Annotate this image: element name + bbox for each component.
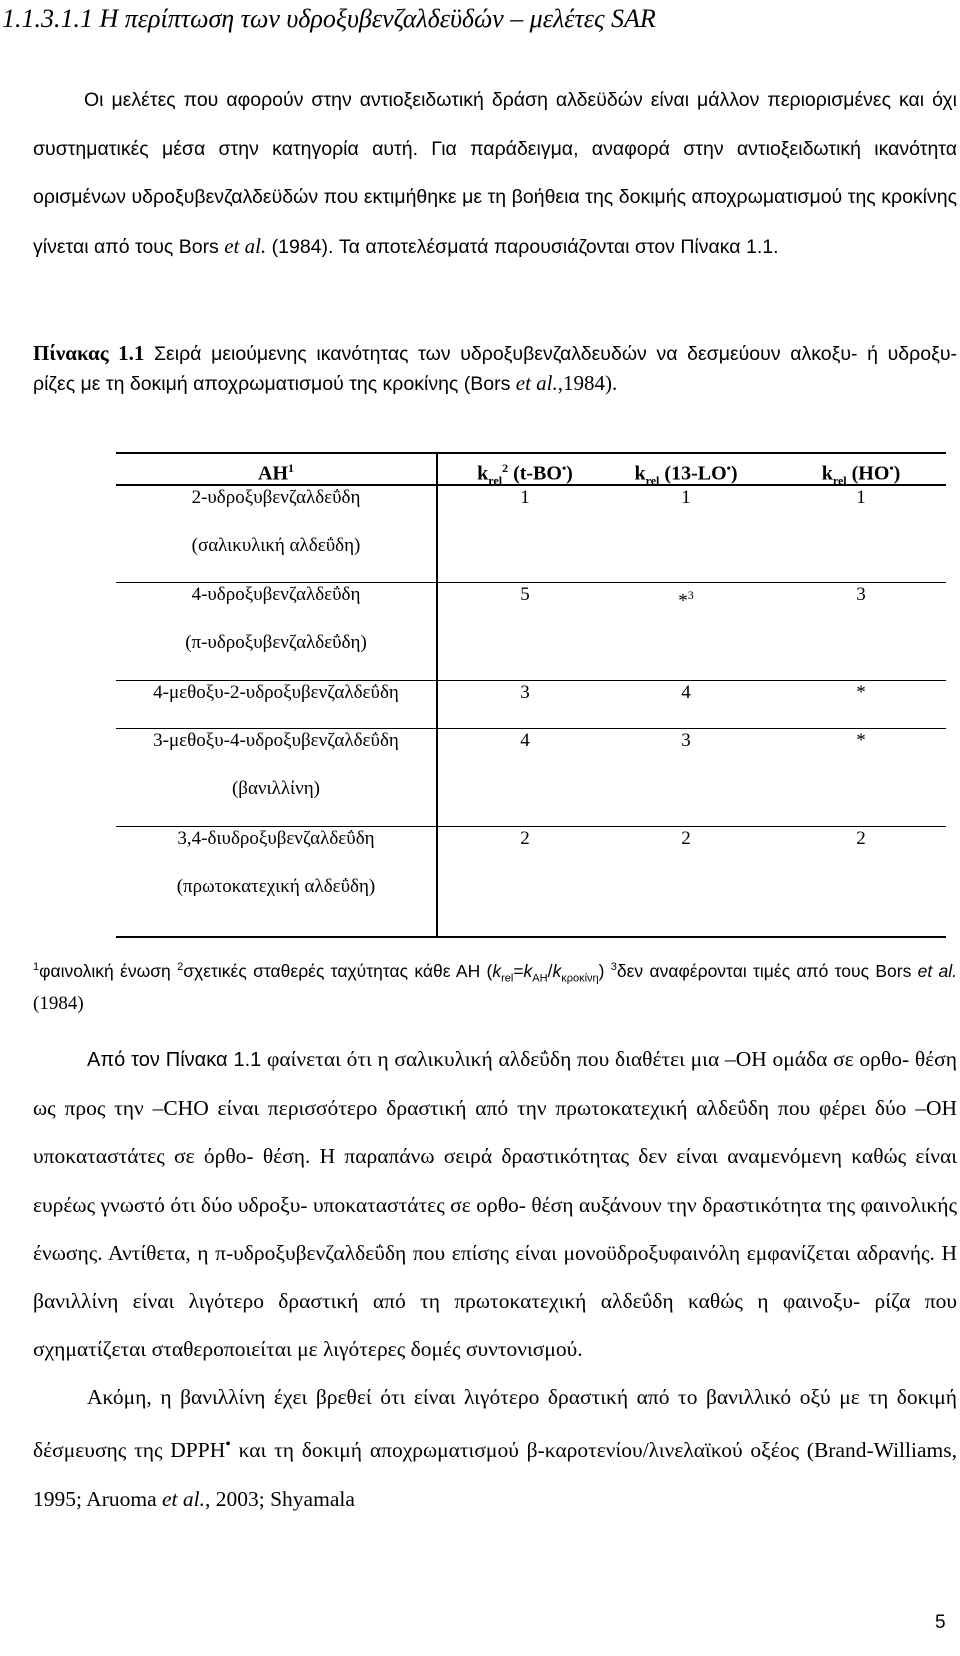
body-text-c: Ακόμη, η βανιλλίνη έχει βρεθεί ότι είναι λιγότερο δραστική από το βανιλλικό οξύ με τη δοκιμή δέσμευσης της DPPH bbox=[33, 1385, 957, 1463]
row4-v3: * bbox=[856, 730, 866, 751]
row4-alt: (βανιλλίνη) bbox=[231, 778, 321, 799]
row3-v2: 4 bbox=[681, 682, 691, 703]
footnote-text-1: φαινολική ένωση bbox=[39, 960, 178, 981]
row4-v2: 3 bbox=[681, 730, 691, 751]
caption-label: Πίνακας 1.1 bbox=[33, 341, 145, 365]
footnote-eq: = bbox=[513, 960, 524, 981]
body-text-d: και τη δοκιμή αποχρωματισμού β-καροτενίου/λινελαϊκού οξέος (Brand-Williams, 1995; Aruoma bbox=[33, 1438, 957, 1511]
row5-alt: (πρωτοκατεχική αλδεΰδη) bbox=[176, 876, 376, 897]
row2-v2-value: * bbox=[678, 590, 688, 612]
row1-v2: 1 bbox=[681, 487, 691, 508]
row3-v3: * bbox=[856, 682, 866, 703]
header-c1-dot: • bbox=[561, 461, 567, 475]
body-etal: et al. bbox=[162, 1486, 205, 1511]
row5-v2: 2 bbox=[681, 828, 691, 849]
footnote-k3: k bbox=[552, 960, 562, 981]
caption-text-1: Σειρά μειούμενης ικανότητας των υδροξυβενζαλδευδών να δεσμεύουν αλκοξυ- ή υδροξυ- ρίζες με τη δοκιμή αποχρωματισμού της κροκίνης (Bors bbox=[33, 343, 957, 395]
row3-v1: 3 bbox=[520, 682, 530, 703]
table-bottom-rule bbox=[116, 936, 946, 938]
results-table bbox=[116, 452, 946, 938]
row3-name: 4-μεθοξυ-2-υδροξυβενζαλδεΰδη bbox=[153, 682, 399, 703]
header-c3-close: ) bbox=[893, 462, 901, 485]
intro-text-2: (1984). Τα αποτελέσματά παρουσιάζονται στον Πίνακα 1.1. bbox=[266, 235, 779, 258]
row2-name: 4-υδροξυβενζαλδεΰδη bbox=[191, 584, 361, 605]
footnote-etal: et al. bbox=[917, 960, 957, 981]
table-top-rule bbox=[116, 452, 946, 454]
header-c1-sup: 2 bbox=[502, 461, 509, 475]
section-heading: 1.1.3.1.1 Η περίπτωση των υδροξυβενζαλδεϋδών – μελέτες SAR bbox=[2, 4, 656, 33]
header-ah-text: AH bbox=[258, 462, 288, 485]
header-c2-sub: rel bbox=[645, 473, 660, 488]
footnote-sup-2: 2 bbox=[177, 961, 184, 973]
header-c1-k: k bbox=[477, 462, 489, 485]
footnote-k2: k bbox=[523, 960, 533, 981]
discussion-paragraph-2 bbox=[33, 1373, 957, 1523]
caption-etal: et al. bbox=[515, 371, 558, 395]
row5-v3: 2 bbox=[856, 828, 866, 849]
footnote-k2-sub: AH bbox=[532, 972, 548, 985]
row5-v1: 2 bbox=[520, 828, 530, 849]
caption-text-2: ,1984). bbox=[557, 371, 618, 395]
footnote-text-4: δεν αναφέρονται τιμές από τους Bors bbox=[616, 960, 918, 981]
header-c2-k: k bbox=[634, 462, 646, 485]
row1-v1: 1 bbox=[520, 487, 530, 508]
table-caption bbox=[33, 339, 957, 399]
header-c3-dot: • bbox=[889, 461, 894, 475]
row4-name: 3-μεθοξυ-4-υδροξυβενζαλδεΰδη bbox=[153, 730, 399, 751]
header-ah bbox=[116, 456, 436, 486]
row1-name: 2-υδροξυβενζαλδεΰδη bbox=[191, 487, 361, 508]
discussion-paragraph bbox=[33, 1035, 957, 1373]
row2-v1: 5 bbox=[520, 584, 530, 605]
header-c2-dot: • bbox=[726, 461, 731, 475]
header-c2-rest: (13-LO bbox=[659, 462, 727, 485]
intro-paragraph bbox=[33, 76, 957, 271]
row5-name: 3,4-διυδροξυβενζαλδεΰδη bbox=[177, 828, 375, 849]
footnote-slash: / bbox=[547, 960, 553, 981]
header-c3-sub: rel bbox=[832, 473, 847, 488]
footnote-k1-sub: rel bbox=[501, 972, 514, 985]
header-c3-k: k bbox=[821, 462, 833, 485]
body-text-b: φαίνεται ότι η σαλικυλική αλδεΰδη που διαθέτει μια –OH ομάδα σε ορθο- θέση ως προς την –CHO είναι περισσότερο δραστική από την πρωτοκατεχική αλδεΰδη που φέρει δύο –OH υποκαταστάτες σε όρθο- θέση. Η παραπάνω σειρά δραστικότητας δεν είναι αναμενόμενη καθώς είναι ευρέως γνωστό ότι δύο υδροξυ- υποκαταστάτες σε ορθο- θέση αυξάνουν την δραστικότητα της φαινολικής ένωσης. Αντίθετα, η π-υδροξυβενζαλδεΰδη που επίσης είναι μονοϋδροξυφαινόλη εμφανίζεται αδρανής. Η βανιλλίνη είναι λιγότερο δραστική από τη πρωτοκατεχική αλδεΰδη καθώς η φαινοξυ- ρίζα που σχηματίζεται σταθεροποιείται με λιγότερες δομές συντονισμού. bbox=[33, 1047, 957, 1362]
footnote-text-3: ) bbox=[598, 960, 611, 981]
footnote-sup-1: 1 bbox=[33, 961, 40, 973]
intro-text-1: Οι μελέτες που αφορούν στην αντιοξειδωτική δράση αλδεϋδών είναι μάλλον περιορισμένες και όχι συστηματικές μέσα στην κατηγορία αυτή. Για παράδειγμα, αναφορά στην αντιοξειδωτική ικανότητα ορισμένων υδροξυβενζαλδεϋδών που εκτιμήθηκε με τη βοήθεια της δοκιμής αποχρωματισμού της κροκίνης γίνεται από τους Bors bbox=[33, 89, 957, 258]
footnote-text-2: σχετικές σταθερές ταχύτητας κάθε ΑΗ ( bbox=[183, 960, 493, 981]
body-text-e: , 2003; Shyamala bbox=[205, 1486, 355, 1511]
footnote-sup-3: 3 bbox=[610, 961, 617, 973]
table-vertical-rule bbox=[436, 452, 438, 938]
page-number: 5 bbox=[935, 1612, 946, 1633]
body-dpph-dot: • bbox=[225, 1436, 231, 1454]
header-c3-rest: (HO bbox=[846, 462, 890, 485]
header-c1-sub: rel bbox=[488, 473, 503, 488]
footnote-text-5: (1984) bbox=[33, 993, 84, 1015]
header-c2-close: ) bbox=[730, 462, 738, 485]
row2-v3: 3 bbox=[856, 584, 866, 605]
header-c1-rest: (t-BO bbox=[508, 462, 562, 485]
row1-v3: 1 bbox=[856, 487, 866, 508]
header-ah-sup: 1 bbox=[288, 461, 294, 475]
footnote-k3-sub: κροκίνη bbox=[561, 972, 599, 985]
body-text-a: Από τον Πίνακα 1.1 bbox=[87, 1049, 262, 1071]
footnote-k1: k bbox=[492, 960, 502, 981]
header-c1-close: ) bbox=[566, 462, 573, 485]
row2-v2-sup: 3 bbox=[687, 588, 694, 602]
row4-v1: 4 bbox=[520, 730, 530, 751]
row2-v2 bbox=[596, 583, 776, 613]
intro-etal: et al. bbox=[224, 233, 267, 258]
row2-alt: (π-υδροξυβενζαλδεΰδη) bbox=[185, 632, 367, 653]
table-footnote bbox=[33, 955, 957, 1016]
row1-alt: (σαλικυλική αλδεΰδη) bbox=[191, 535, 361, 556]
